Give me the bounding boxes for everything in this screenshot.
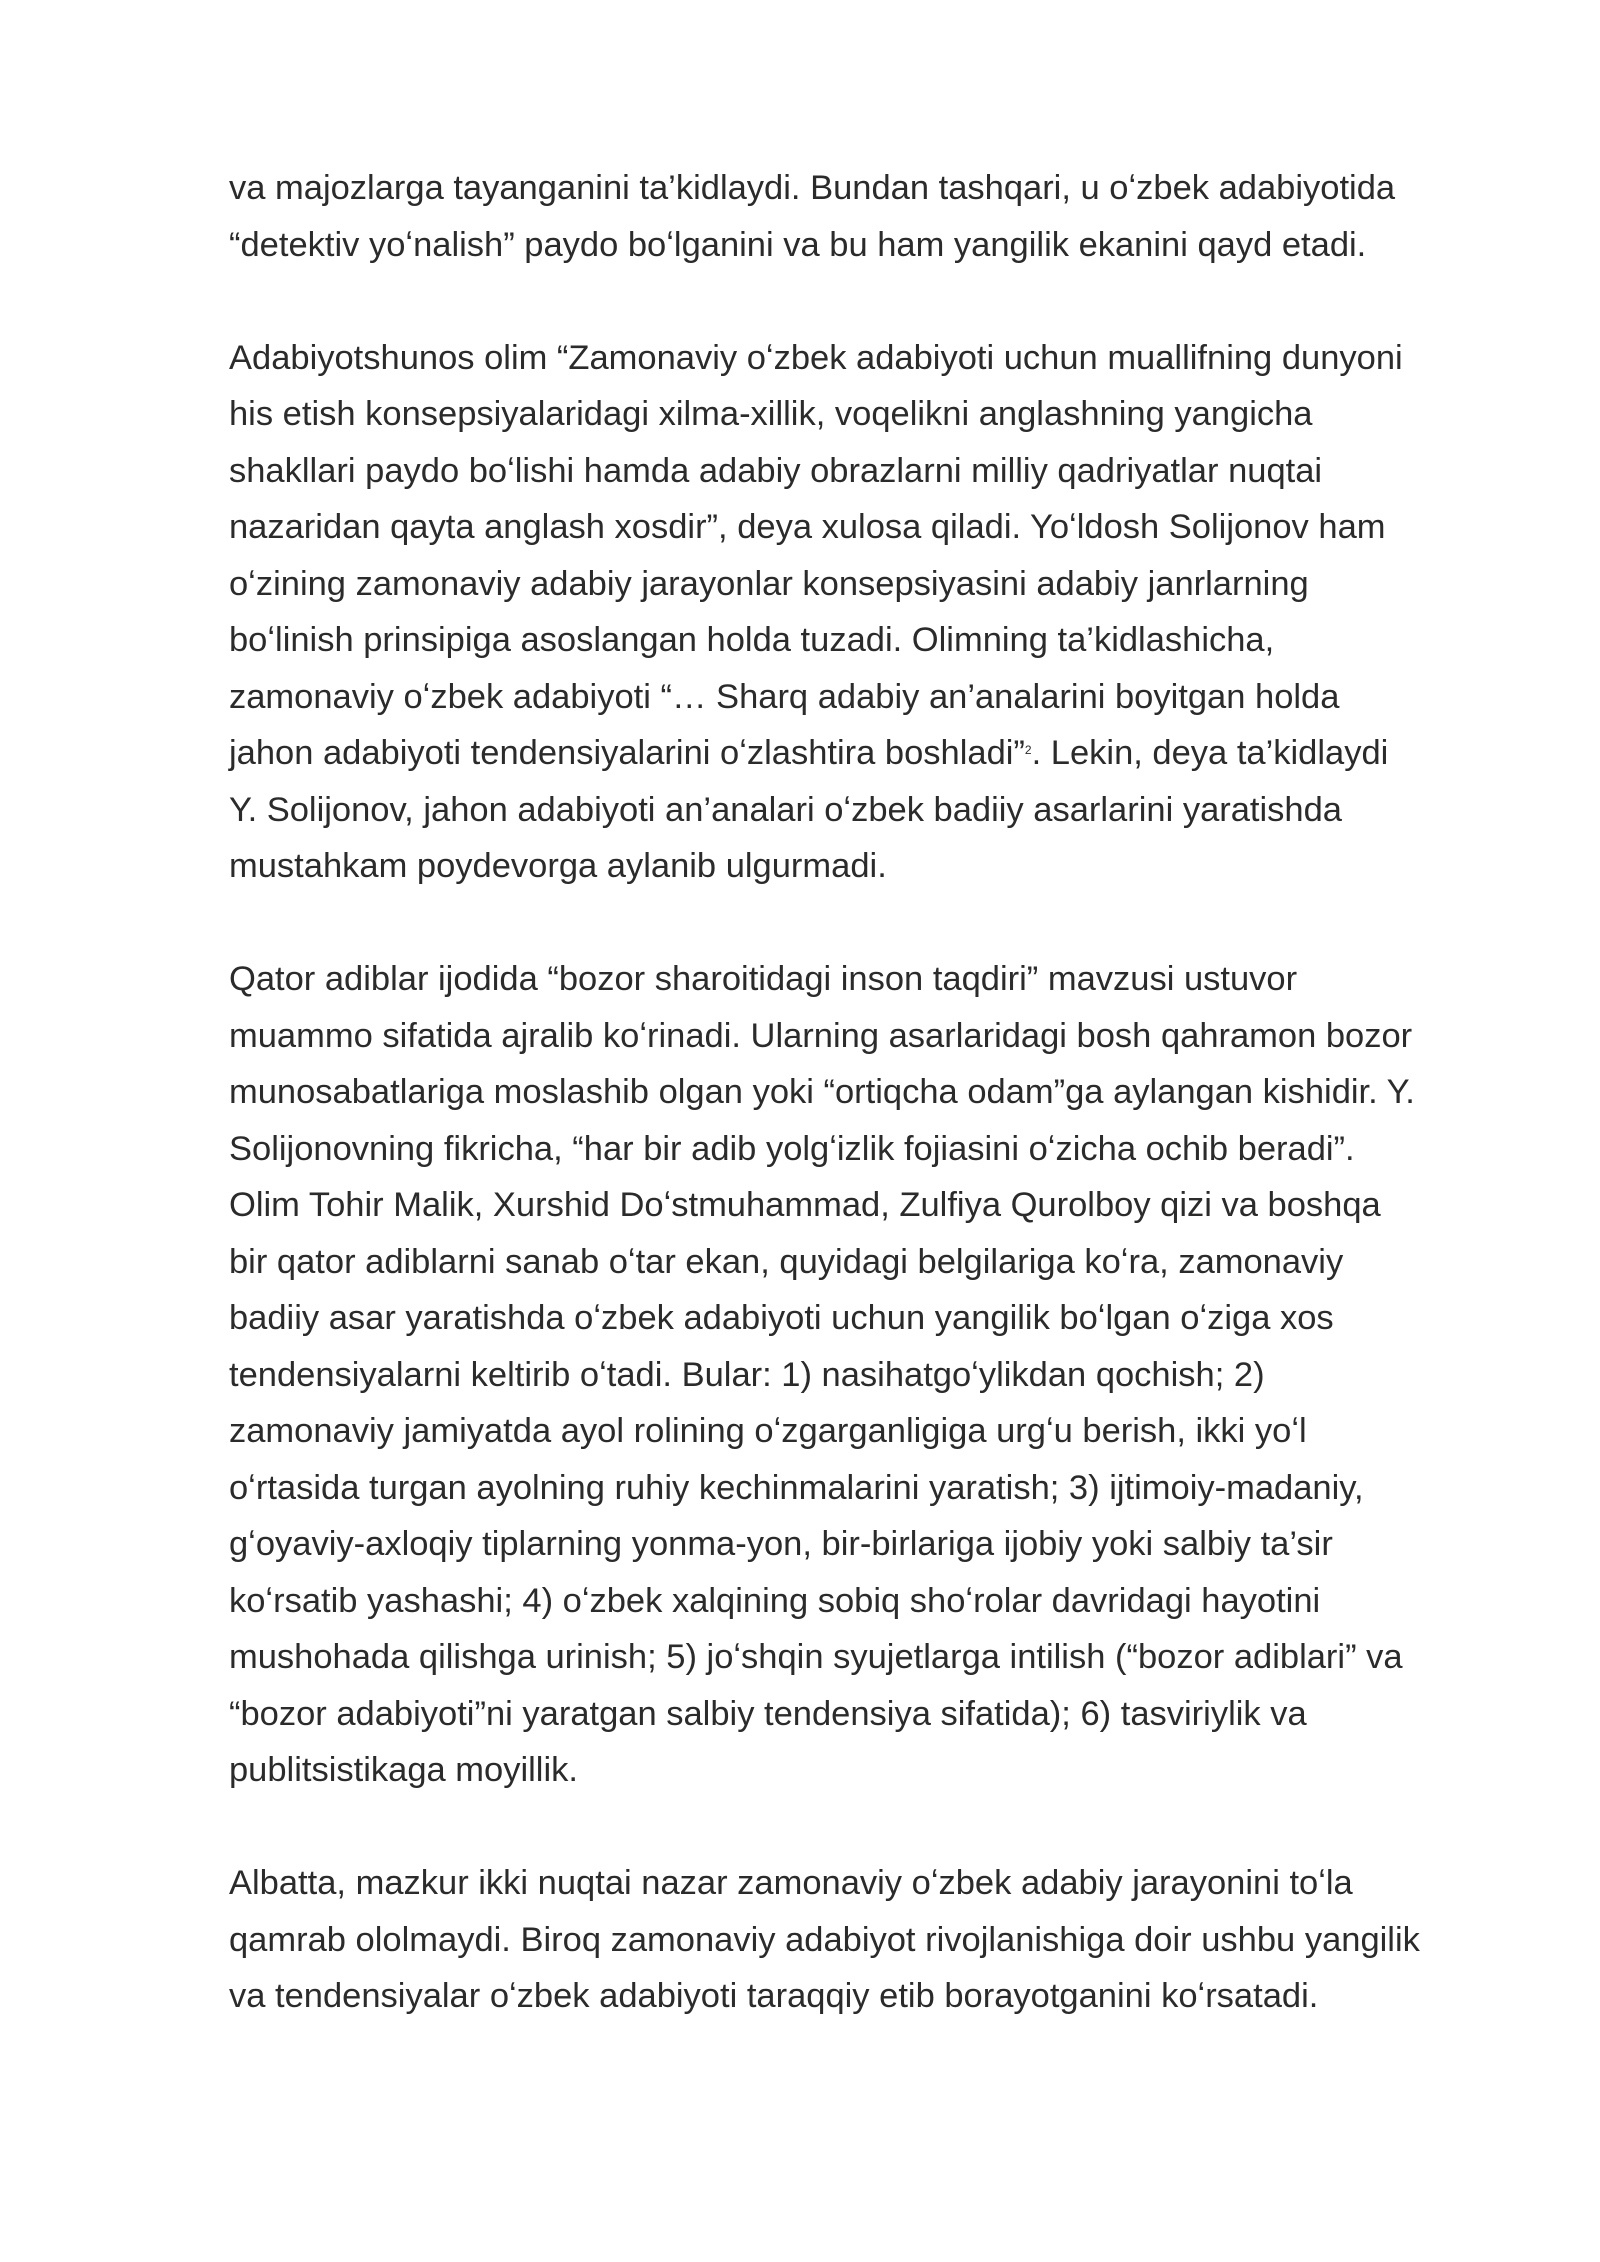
text-line: mustahkam poydevorga aylanib ulgurmadi. [229,847,887,885]
text-line: oʻzining zamonaviy adabiy jarayonlar konsepsiyasini adabiy janrlarning [229,564,1309,603]
paragraph-2 [229,330,1509,895]
text-line: muammo sifatida ajralib koʻrinadi. Ularning asarlaridagi bosh qahramon bozor [229,1016,1413,1055]
text-line: Solijonovning fikricha, “har bir adib yolgʻizlik fojiasini oʻzicha ochib beradi”. [229,1129,1355,1168]
text-line: tendensiyalarni keltirib oʻtadi. Bular: 1) nasihatgoʻylikdan qochish; 2) [229,1355,1265,1394]
text-line: mushohada qilishga urinish; 5) joʻshqin syujetlarga intilish (“bozor adiblari” va [229,1638,1403,1676]
document-page [229,160,1509,2081]
text-segment: jahon adabiyoti tendensiyalarini oʻzlashtira boshladi” [229,734,1025,772]
paragraph-3 [229,951,1509,1799]
text-line: Olim Tohir Malik, Xurshid Doʻstmuhammad, Zulfiya Qurolboy qizi va boshqa [229,1186,1381,1224]
text-line: Adabiyotshunos olim “Zamonaviy oʻzbek adabiyoti uchun muallifning dunyoni [229,338,1403,377]
text-line: zamonaviy jamiyatda ayol rolining oʻzgarganligiga urgʻu berish, ikki yoʻl [229,1412,1307,1450]
footnote-marker[interactable]: 2 [1024,743,1032,757]
text-line: Y. Solijonov, jahon adabiyoti an’analari oʻzbek badiiy asarlarini yaratishda [229,790,1342,829]
text-line: his etish konsepsiyalaridagi xilma-xillik, voqelikni anglashning yangicha [229,395,1313,433]
text-line-with-footnote [229,725,1509,782]
text-line: gʻoyaviy-axloqiy tiplarning yonma-yon, bir-birlariga ijobiy yoki salbiy ta’sir [229,1525,1333,1563]
text-segment: . Lekin, deya ta’kidlaydi [1031,734,1389,772]
text-line: boʻlinish prinsipiga asoslangan holda tuzadi. Olimning ta’kidlashicha, [229,621,1275,659]
text-line: nazaridan qayta anglash xosdir”, deya xulosa qiladi. Yoʻldosh Solijonov ham [229,508,1386,546]
paragraph-1 [229,160,1509,273]
text-line: oʻrtasida turgan ayolning ruhiy kechinmalarini yaratish; 3) ijtimoiy-madaniy, [229,1468,1364,1507]
paragraph-4 [229,1855,1509,2025]
text-line: shakllari paydo boʻlishi hamda adabiy obrazlarni milliy qadriyatlar nuqtai [229,451,1323,490]
text-line: zamonaviy oʻzbek adabiyoti “… Sharq adabiy an’analarini boyitgan holda [229,677,1340,716]
text-line: Qator adiblar ijodida “bozor sharoitidagi inson taqdiri” mavzusi ustuvor [229,960,1298,998]
text-line: qamrab ololmaydi. Biroq zamonaviy adabiyot rivojlanishiga doir ushbu yangilik [229,1920,1420,1959]
text-line: badiiy asar yaratishda oʻzbek adabiyoti uchun yangilik boʻlgan oʻziga xos [229,1299,1334,1337]
text-line: munosabatlariga moslashib olgan yoki “ortiqcha odam”ga aylangan kishidir. Y. [229,1073,1415,1111]
text-line: “bozor adabiyoti”ni yaratgan salbiy tendensiya sifatida); 6) tasviriylik va [229,1694,1307,1733]
text-line: “detektiv yoʻnalish” paydo boʻlganini va bu ham yangilik ekanini qayd etadi. [229,225,1367,264]
text-line: publitsistikaga moyillik. [229,1751,578,1789]
text-line: va majozlarga tayanganini ta’kidlaydi. Bundan tashqari, u oʻzbek adabiyotida [229,169,1396,207]
text-line: bir qator adiblarni sanab oʻtar ekan, quyidagi belgilariga koʻra, zamonaviy [229,1242,1344,1281]
text-line: koʻrsatib yashashi; 4) oʻzbek xalqining sobiq shoʻrolar davridagi hayotini [229,1581,1321,1620]
text-line: va tendensiyalar oʻzbek adabiyoti taraqqiy etib borayotganini koʻrsatadi. [229,1977,1319,2015]
text-line: Albatta, mazkur ikki nuqtai nazar zamonaviy oʻzbek adabiy jarayonini toʻla [229,1864,1353,1902]
